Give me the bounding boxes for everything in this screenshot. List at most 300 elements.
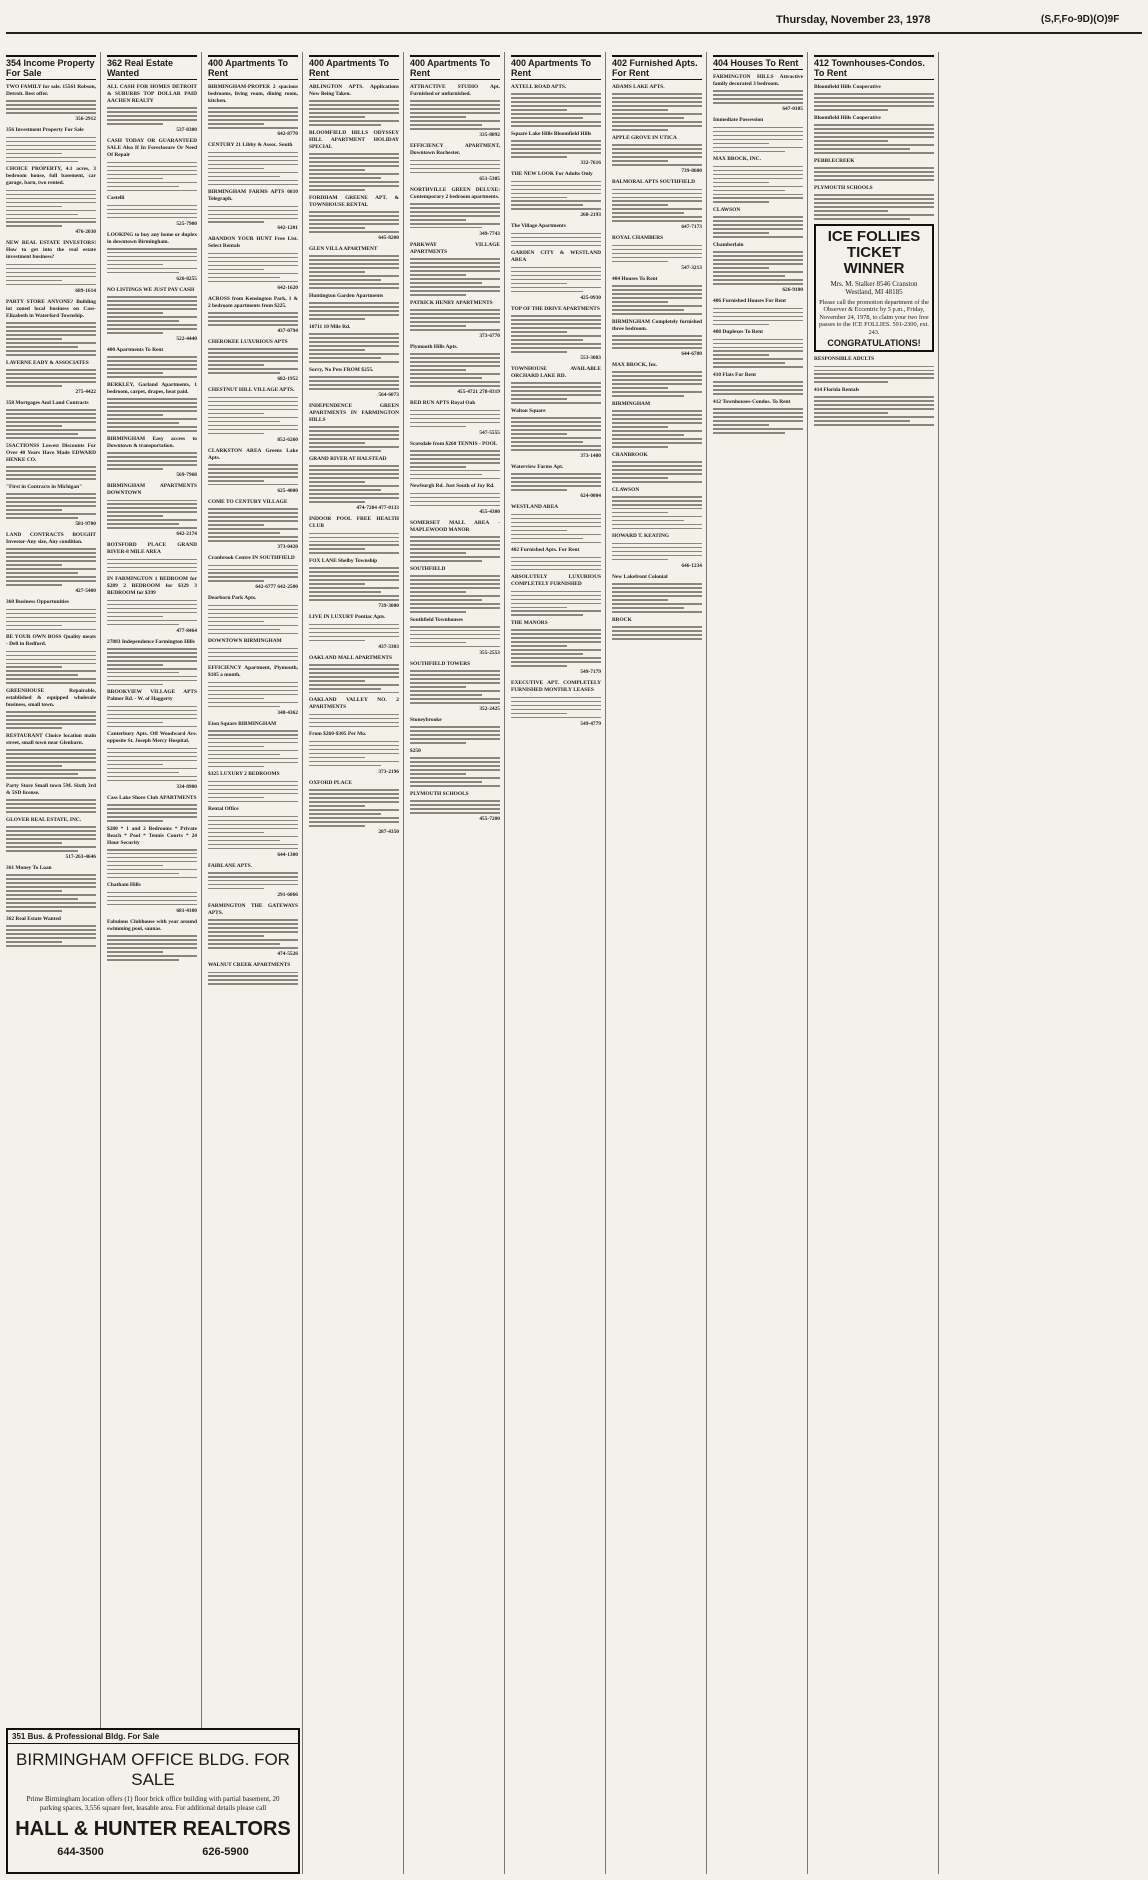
- ad-phone: 334-8900: [176, 783, 197, 790]
- ad-body-text: [511, 315, 601, 352]
- ad-phone: 681-4100: [176, 907, 197, 914]
- ad-text: AXTELL ROAD APTS.: [511, 84, 567, 90]
- ad-phone: 644-1300: [277, 851, 298, 858]
- ad-phone: 581-9700: [75, 521, 96, 528]
- ad-body-text: [208, 781, 298, 803]
- column-6: [505, 52, 606, 1874]
- ad-body-text: [6, 322, 96, 355]
- ad-body-text: [410, 800, 500, 814]
- ad-phone: 352-2425: [479, 706, 500, 713]
- ad-body-text: [713, 127, 803, 153]
- ad-text: FARMINGTON HILLS Attractive family decorated 3 bedroom.: [713, 74, 803, 87]
- ad-text: GARDEN CITY & WESTLAND AREA: [511, 250, 601, 264]
- ad-text: BIRMINGHAM Easy access to Downtown & transportation.: [107, 435, 197, 449]
- ad-phone: 455-7200: [479, 816, 500, 823]
- ad-body-text: [107, 162, 197, 191]
- classified-ad: [107, 639, 197, 686]
- ad-text: BIRMINGHAM FARMS APTS 6810 Telegraph.: [208, 189, 298, 203]
- ad-body-text: [612, 189, 702, 222]
- ad-body-text: [208, 919, 298, 948]
- classified-ad: [410, 520, 500, 562]
- ad-text: 361 Money To Loan: [6, 865, 52, 872]
- ad-text: EFFICIENCY Apartment, Plymouth, $185 a month.: [208, 665, 298, 679]
- ad-text: NO LISTINGS WE JUST PAY CASH: [107, 286, 195, 293]
- ad-text: 360 Business Opportunities: [6, 599, 69, 606]
- ad-text: ARLINGTON APTS. Applications Now Being Taken.: [309, 84, 399, 97]
- ad-phone: 537-8300: [176, 127, 197, 134]
- ad-text: NORTHVILLE GREEN DELUXE: Contemporary 2 bedroom apartments.: [410, 186, 500, 200]
- header-code: (S,F,Fo-9D)(O)9F: [1041, 14, 1120, 25]
- classified-ad: [410, 242, 500, 296]
- ad-phone: 517-263-4646: [65, 854, 96, 861]
- ad-body-text: [410, 258, 500, 295]
- ad-phone: 522-4440: [176, 336, 197, 343]
- ad-phone: 474-7284 477-0133: [356, 505, 399, 512]
- classified-ad: [410, 717, 500, 744]
- ad-body-text: [6, 711, 96, 729]
- ad-body-text: [309, 333, 399, 362]
- ad-body-text: [511, 181, 601, 210]
- column-heading: 400 Apartments To Rent: [410, 55, 500, 80]
- classified-ad: [309, 731, 399, 775]
- office-ad-phone-2: 626-5900: [202, 1846, 249, 1858]
- ad-phone: 624-0004: [580, 493, 601, 500]
- ad-body-text: [410, 450, 500, 479]
- classified-ad: [410, 344, 500, 396]
- ad-text: Southfield Townhouses: [410, 616, 463, 623]
- classified-ad: [208, 665, 298, 716]
- column-5: [404, 52, 505, 1874]
- ad-text: PEBBLECREEK: [814, 157, 855, 164]
- ad-phone: 739-3000: [378, 603, 399, 610]
- classified-ad: [309, 516, 399, 554]
- ad-body-text: [107, 804, 197, 822]
- ad-text: RESTAURANT Choice location main street, small town near Glenbarn.: [6, 732, 96, 746]
- ad-text: Newburgh Rd. Just South of Joy Rd.: [410, 483, 495, 490]
- column-heading: 404 Houses To Rent: [713, 55, 803, 70]
- classified-ad: [713, 74, 803, 113]
- ad-text: BROCK: [612, 616, 632, 623]
- ad-phone: 348-4362: [277, 709, 298, 716]
- ad-body-text: [511, 140, 601, 158]
- ad-phone: 437-0794: [277, 328, 298, 335]
- header-date: Thursday, November 23, 1978: [776, 14, 931, 26]
- ad-body-text: [208, 152, 298, 185]
- ad-body-text: [208, 253, 298, 282]
- ad-body-text: [612, 461, 702, 483]
- ad-phone: 549-7179: [580, 669, 601, 676]
- classified-ad: [814, 387, 934, 426]
- classified-ad: [612, 179, 702, 231]
- classified-ad: [208, 595, 298, 634]
- classified-ad: [612, 319, 702, 358]
- ad-text: 5SACTIONSS Lowest Discounts For Over 40 Years Have Made EDWARD HENKE CO.: [6, 442, 96, 463]
- ad-phone: 645-8200: [378, 235, 399, 242]
- ad-text: EFFICIENCY APARTMENT, Downtown Rochester.: [410, 143, 500, 157]
- ad-text: CASH TODAY OR GUARANTEED SALE Also If In Foreclosure Or Need Of Repair: [107, 138, 197, 159]
- classified-ad: [208, 387, 298, 443]
- classified-ad: [309, 780, 399, 836]
- classified-ad: [612, 84, 702, 131]
- ad-body-text: [612, 543, 702, 561]
- ad-body-text: [107, 935, 197, 961]
- ad-body-text: [208, 508, 298, 541]
- classified-ad: [612, 487, 702, 530]
- ad-text: CLAWSON: [713, 207, 741, 214]
- ad-phone: 739-8600: [681, 168, 702, 175]
- ad-body-text: [309, 426, 399, 452]
- ad-body-text: [713, 381, 803, 395]
- ad-text: BALMORAL APTS SOUTHFIELD: [612, 179, 695, 186]
- ad-body-text: [410, 203, 500, 229]
- ad-text: From $260-$305 Per Mo.: [309, 731, 367, 738]
- classified-ad: [6, 400, 96, 439]
- ad-text: Chatham Hills: [107, 882, 141, 889]
- ad-body-text: [107, 892, 197, 906]
- ad-phone: 373-2196: [378, 768, 399, 775]
- ad-text: New Lakefront Colonial: [612, 573, 668, 580]
- ad-body-text: [309, 376, 399, 390]
- classified-ad: [107, 576, 197, 634]
- ad-text: ABANDON YOUR HUNT Free List. Select Rentals: [208, 236, 298, 250]
- ad-body-text: [208, 648, 298, 662]
- classified-ad: [612, 533, 702, 569]
- column-heading: 400 Apartments To Rent: [511, 55, 601, 80]
- ad-body-text: [612, 371, 702, 397]
- ticket-congrats: CONGRATULATIONS!: [827, 338, 921, 349]
- ad-phone: 852-6260: [277, 436, 298, 443]
- classified-ad: [208, 189, 298, 232]
- ad-body-text: [107, 600, 197, 626]
- ad-text: EXECUTIVE APT. COMPLETELY FURNISHED MONTHLY LEASES: [511, 680, 601, 694]
- ad-text: 408 Duplexes To Rent: [713, 329, 763, 336]
- classified-columns: [0, 52, 1148, 1874]
- ad-phone: 564-6073: [378, 392, 399, 399]
- ad-body-text: [511, 557, 601, 571]
- ad-body-text: [6, 548, 96, 585]
- ad-body-text: [410, 757, 500, 786]
- classified-ad: [6, 783, 96, 813]
- ad-body-text: [410, 100, 500, 129]
- ad-text: 406 Furnished Houses For Rent: [713, 298, 786, 305]
- ad-phone: 477-8464: [176, 627, 197, 634]
- classified-ad: [511, 574, 601, 616]
- ad-body-text: [410, 626, 500, 648]
- ad-phone: 569-7968: [176, 472, 197, 479]
- ad-text: WALNUT CREEK APARTMENTS: [208, 962, 291, 969]
- ad-text: RESPONSIBLE ADULTS: [814, 356, 875, 363]
- ad-body-text: [410, 536, 500, 562]
- classified-ad: [309, 614, 399, 650]
- ad-phone: 373-6770: [479, 333, 500, 340]
- classified-ad: [208, 771, 298, 802]
- ad-phone: 332-7616: [580, 160, 601, 167]
- ad-text: GREENHOUSE Repairable, established & equipped wholesale business, small town.: [6, 688, 96, 709]
- ad-text: Eton Square BIRMINGHAM: [208, 720, 277, 727]
- classified-ad: [814, 158, 934, 181]
- classified-ad: [713, 207, 803, 238]
- office-ad-phone-1: 644-3500: [57, 1846, 104, 1858]
- ad-body-text: [208, 312, 298, 326]
- ad-text: 402 Furnished Apts. For Rent: [511, 547, 580, 554]
- ad-text: BIRMINGHAM-PROPER 2 spacious bedrooms, living room, dining room, kitchen.: [208, 84, 298, 104]
- classified-ad: [208, 236, 298, 291]
- classified-ad: [713, 329, 803, 368]
- classified-ad: [107, 195, 197, 227]
- column-heading: 400 Apartments To Rent: [208, 55, 298, 80]
- ad-text: 412 Townhouses-Condos. To Rent: [713, 398, 791, 405]
- ad-body-text: [309, 255, 399, 288]
- classified-ad: [410, 441, 500, 480]
- ad-body-text: [309, 567, 399, 600]
- page-header: [6, 4, 1142, 34]
- ad-text: GLEN VILLA APARTMENT: [309, 246, 378, 253]
- ad-body-text: [208, 730, 298, 767]
- ad-phone: 642-1201: [277, 225, 298, 232]
- ad-phone: 425-0930: [580, 294, 601, 301]
- ad-phone: 549-4779: [580, 720, 601, 727]
- classified-ad: [107, 919, 197, 961]
- ad-body-text: [107, 398, 197, 431]
- ad-body-text: [511, 697, 601, 719]
- ad-text: Chamberlain: [713, 241, 744, 248]
- classified-ad: [6, 688, 96, 729]
- ad-phone: 547-5555: [479, 429, 500, 436]
- classified-ad: [309, 367, 399, 399]
- ad-text: BERKLEY, Garland Apartments, 1 bedroom, carpet, drapes, heat paid.: [107, 381, 197, 395]
- classified-ad: [6, 599, 96, 630]
- classified-ad: [107, 826, 197, 879]
- column-1: [0, 52, 101, 1874]
- ad-body-text: [612, 410, 702, 447]
- ad-body-text: [410, 670, 500, 703]
- ad-body-text: [208, 682, 298, 708]
- classified-ad: [6, 817, 96, 861]
- ad-text: $280 * 1 and 2 Bedrooms * Private Beach * Pool * Tennis Courts * 24 Hour Security: [107, 825, 197, 846]
- ad-text: Stoneybrooke: [410, 717, 442, 724]
- ad-text: $325 LUXURY 2 BEDROOMS: [208, 771, 280, 778]
- ad-body-text: [410, 410, 500, 428]
- ad-text: ATTRACTIVE STUDIO Apt. Furnished or unfurnished.: [410, 84, 500, 97]
- classified-ad: [511, 504, 601, 543]
- ad-body-text: [6, 190, 96, 227]
- ad-body-text: [107, 559, 197, 573]
- ad-body-text: [511, 93, 601, 126]
- ad-text: Walton Square: [511, 407, 546, 414]
- ad-text: 400 Apartments To Rent: [107, 347, 164, 354]
- ad-text: Immediate Possession: [713, 117, 764, 124]
- ad-text: 10711 10 Mile Rd.: [309, 323, 351, 330]
- ad-text: SOMERSET MALL AREA - MAPLEWOOD MANOR: [410, 519, 500, 533]
- ad-text: IN FARMINGTON 1 BEDROOM for $289 2 BEDROOM for $329 3 BEDROOM for $399: [107, 576, 197, 597]
- classified-ad: [309, 84, 399, 126]
- classified-ad: [511, 680, 601, 727]
- ad-phone: 373-1400: [580, 453, 601, 460]
- ad-body-text: [107, 452, 197, 470]
- ad-phone: 646-1234: [681, 562, 702, 569]
- ad-body-text: [612, 144, 702, 166]
- classified-ad: [208, 142, 298, 185]
- ad-phone: 642-2174: [176, 531, 197, 538]
- ad-body-text: [713, 251, 803, 284]
- classified-ad: [410, 84, 500, 139]
- ad-body-text: [107, 356, 197, 378]
- ad-phone: 682-1952: [277, 376, 298, 383]
- ad-text: ACROSS from Kensington Park, 1 & 2 bedroom apartments from $225.: [208, 295, 298, 309]
- ad-phone: 355-2553: [479, 649, 500, 656]
- ad-body-text: [309, 664, 399, 693]
- ad-text: DOWNTOWN BIRMINGHAM: [208, 638, 282, 645]
- ad-text: RED RUN APTS Royal Oak: [410, 400, 476, 407]
- ad-body-text: [814, 396, 934, 425]
- classified-ad: [410, 748, 500, 787]
- ad-text: Rental Office: [208, 806, 239, 813]
- ad-body-text: [309, 100, 399, 126]
- classified-ad: [410, 400, 500, 436]
- ad-phone: 647-0185: [782, 106, 803, 113]
- classified-ad: [208, 806, 298, 858]
- classified-ad: [208, 903, 298, 958]
- ad-phone: 647-7173: [681, 224, 702, 231]
- ad-body-text: [208, 872, 298, 890]
- ad-text: SOUTHFIELD TOWERS: [410, 660, 471, 667]
- ad-text: CLARKSTON AREA Greens Lake Apts.: [208, 447, 298, 461]
- ad-phone: 373-0420: [277, 544, 298, 551]
- classified-ad: [309, 293, 399, 320]
- ad-text: CENTURY 21 Libby & Assoc. South: [208, 142, 293, 149]
- classified-ad: [814, 185, 934, 220]
- ad-text: PARTY STORE ANYONE? Building lot zoned local business on Cass-Elizabeth in Waterford Township.: [6, 298, 96, 319]
- ad-text: TWO FAMILY for sale. 15561 Robson, Detroit. Best offer.: [6, 84, 96, 97]
- classified-ad: [6, 532, 96, 595]
- ticket-winner: Mrs. M. Stalker 8546 Cranston Westland, MI 48185: [830, 279, 918, 296]
- classified-ad: [612, 401, 702, 448]
- ad-text: Scotsdale from $260 TENNIS - POOL: [410, 440, 498, 447]
- ad-body-text: [511, 514, 601, 543]
- classified-ad: [6, 916, 96, 947]
- classified-ad: [6, 299, 96, 356]
- classified-ad: [208, 721, 298, 768]
- classified-ad: [511, 84, 601, 127]
- ad-text: BROOKVIEW VILLAGE APTS Palmer Rd. - W. of Haggerty: [107, 689, 197, 703]
- column-9: [808, 52, 939, 1874]
- ad-text: GLOVER REAL ESTATE, INC.: [6, 816, 82, 823]
- classified-ad: [309, 246, 399, 289]
- classified-ad: [612, 362, 702, 397]
- ad-text: OXFORD PLACE: [309, 779, 352, 786]
- ad-text: $250: [410, 747, 421, 754]
- classified-ad: [107, 382, 197, 432]
- ad-text: CLAWSON: [612, 486, 640, 493]
- classified-ad: [6, 443, 96, 480]
- classified-ad: [107, 731, 197, 790]
- ticket-body: Please call the promotion department of the Observer & Eccentric by 5 p.m., Friday, November 24, 1978, to claim your two free passes to the ICE FOLLIES. 591-2300, ext. 243.: [819, 298, 930, 336]
- ad-text: Cass Lake Shore Club APARTMENTS: [107, 794, 197, 801]
- ad-text: FOX LANE Shelby Township: [309, 558, 378, 565]
- ad-body-text: [309, 789, 399, 826]
- ad-body-text: [6, 369, 96, 387]
- classified-ad: [107, 689, 197, 727]
- ice-follies-ticket-box: [814, 224, 934, 353]
- ad-text: Bloomfield Hills Cooperative: [814, 84, 881, 90]
- classified-ad: [511, 464, 601, 500]
- classified-ad: [410, 791, 500, 823]
- ad-body-text: [6, 925, 96, 947]
- classified-ad: [107, 795, 197, 822]
- column-heading: 400 Apartments To Rent: [309, 55, 399, 80]
- ad-text: Dearborn Park Apts.: [208, 595, 257, 602]
- ad-text: The Village Apartments: [511, 223, 566, 230]
- classified-ad: [713, 298, 803, 325]
- classified-ad: [309, 697, 399, 727]
- ad-body-text: [6, 826, 96, 852]
- ad-text: CHEROKEE LUXURIOUS APTS: [208, 339, 288, 346]
- ad-text: CRANBROOK: [612, 451, 648, 458]
- column-8: [707, 52, 808, 1874]
- ad-body-text: [612, 285, 702, 314]
- ad-text: "First in Contracts in Michigan": [6, 483, 83, 490]
- classified-ad: [511, 171, 601, 219]
- ad-phone: 689-1614: [75, 287, 96, 294]
- classified-ad: [6, 360, 96, 396]
- ad-body-text: [107, 748, 197, 781]
- ad-body-text: [6, 409, 96, 438]
- ad-text: CHESTNUT HILL VILLAGE APTS.: [208, 387, 295, 394]
- classified-ad: [208, 638, 298, 661]
- classified-ad: [107, 542, 197, 572]
- ad-body-text: [208, 816, 298, 849]
- ad-body-text: [814, 366, 934, 384]
- ad-phone: 335-8092: [479, 132, 500, 139]
- ad-body-text: [208, 565, 298, 583]
- classified-ad: [410, 143, 500, 182]
- classified-ad: [208, 555, 298, 591]
- ad-body-text: [814, 124, 934, 153]
- office-ad-description: Prime Birmingham location offers (1) floor brick office building with partial basement, 20 parking spaces, 3,556 square feet, leasable area. For additional details please call: [26, 1795, 280, 1812]
- classified-ad: [6, 84, 96, 123]
- ad-text: BE YOUR OWN BOSS Quality meats - Deli in Redford.: [6, 634, 96, 648]
- ad-text: Sorry, No Pets FROM $255.: [309, 366, 374, 373]
- classified-ad: [6, 865, 96, 912]
- classified-ad: [208, 296, 298, 335]
- ad-text: ABSOLUTELY LUXURIOUS COMPLETELY FURNISHED: [511, 574, 601, 588]
- ad-text: BIRMINGHAM Completely furnished three bedroom.: [612, 318, 702, 332]
- ad-text: THE NEW LOOK For Adults Only: [511, 171, 593, 178]
- classified-ad: [208, 448, 298, 495]
- ad-phone: 291-6066: [277, 891, 298, 898]
- classified-ad: [208, 863, 298, 899]
- classified-ad: [107, 483, 197, 538]
- classified-ad: [309, 195, 399, 242]
- ad-body-text: [410, 726, 500, 744]
- ad-text: 404 Houses To Rent: [612, 275, 658, 282]
- ad-body-text: [208, 348, 298, 374]
- ad-text: 356 Investment Property For Sale: [6, 127, 84, 134]
- ad-body-text: [713, 216, 803, 238]
- classified-ad: [208, 499, 298, 551]
- ad-body-text: [309, 302, 399, 320]
- ad-text: 358 Mortgages And Land Contracts: [6, 399, 89, 406]
- classified-ad: [107, 436, 197, 479]
- ad-body-text: [309, 211, 399, 233]
- classified-ad: [511, 547, 601, 570]
- ad-body-text: [107, 500, 197, 529]
- classified-ad: [511, 408, 601, 460]
- ad-text: LAND CONTRACTS BOUGHT Investor-Any size, Any condition.: [6, 532, 96, 546]
- ad-phone: 349-7743: [479, 230, 500, 237]
- ad-phone: 287-4350: [378, 828, 399, 835]
- classified-ad: [208, 962, 298, 985]
